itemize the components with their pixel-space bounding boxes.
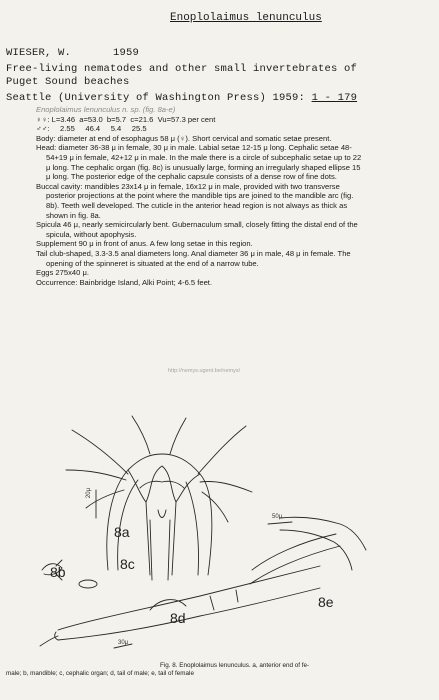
figure-label-8c: 8c (120, 556, 135, 572)
species-header: Enoplolaimus lenunculus (170, 12, 322, 24)
reference-year: 1959 (113, 47, 140, 59)
figure-caption (6, 662, 426, 679)
tail-paragraph: Tail club-shaped, 3.3-3.5 anal diameters long. Anal diameter 36 μ in male, 48 μ in female. The opening of the spinneret is situated at the end of a narrow tube. (36, 248, 351, 268)
reference-author: WIESER, W. (6, 47, 72, 59)
male-tail-drawing (40, 566, 320, 648)
figure-label-8b: 8b (50, 564, 66, 580)
occurrence-paragraph: Occurrence: Bainbridge Island, Alki Point; 4-6.5 feet. (36, 277, 213, 287)
cephalic-organ-drawing (79, 580, 97, 588)
reference-author-line (6, 47, 139, 59)
scale-label-8d: 30μ (118, 640, 129, 646)
caption-line-1: Fig. 8. Enoplolaimus lenunculus. a, anterior end of fe- (160, 662, 310, 669)
reference-pages: 1 - 179 (311, 92, 358, 104)
reference-publisher: Seattle (University of Washington Press) 1959: (6, 92, 312, 104)
eggs-paragraph: Eggs 275x40 μ. (36, 268, 89, 278)
female-tail-drawing (250, 517, 366, 584)
body-paragraph: Body: diameter at end of esophagus 58 μ (♀). Short cervical and somatic setae present. (36, 133, 332, 143)
anterior-end-drawing (66, 416, 252, 580)
figure-label-8d: 8d (170, 610, 186, 626)
figure-label-8e: 8e (318, 594, 334, 610)
female-formula: ♀♀: L=3.46 a=53.0 b=5.7 c=21.6 Vu=57.3 per cent (36, 114, 216, 124)
species-line: Enoplolaimus lenunculus n. sp. (fig. 8a-e) (36, 105, 176, 114)
figure-label-8a: 8a (114, 524, 130, 540)
scale-label-8e: 50μ (272, 514, 283, 520)
spicula-paragraph: Spicula 46 μ, nearly semicircularly bent. Gubernaculum small, closely fitting the distal end of the spicula, without apophysis. (36, 220, 358, 239)
male-formula: ♂♂: 2.55 46.4 5.4 25.5 (36, 124, 147, 134)
supplement-paragraph: Supplement 90 μ in front of anus. A few long setae in this region. (36, 239, 253, 249)
species-description (36, 105, 366, 287)
reference-publication (6, 92, 357, 104)
caption-line-2: male; b, mandible; c, cephalic organ; d, tail of male; e, tail of female (6, 670, 194, 678)
scale-label-8a: 20μ (86, 487, 93, 499)
reference-title-line-2: Puget Sound beaches (6, 76, 130, 88)
buccal-paragraph: Buccal cavity: mandibles 23x14 μ in female, 16x12 μ in male, provided with two transverse posterior projections at the point where the mandible tips are joined to the mandible arc (fig. 8b). Teeth well developed. The cuticle in the anterior head region is not always as thick as shown in fig. 8a. (36, 181, 354, 220)
figure-8-drawing (0, 370, 439, 660)
watermark-url: http://nemys.ugent.be/nemys/ (168, 368, 241, 374)
reference-title-line-1: Free-living nematodes and other small invertebrates of (6, 63, 358, 75)
head-paragraph: Head: diameter 36-38 μ in female, 30 μ in male. Labial setae 12-15 μ long. Cephalic setae 48-54+19 μ in female, 42+12 μ in male. In the male there is a circle of subcephalic setae up to 22 μ long. The cephalic organ (fig. 8c) is unusually large, forming an irregularly shaped ellipse 15 μ long. The posterior edge of the cephalic capsule consists of a dense row of fine dots. (36, 143, 362, 182)
